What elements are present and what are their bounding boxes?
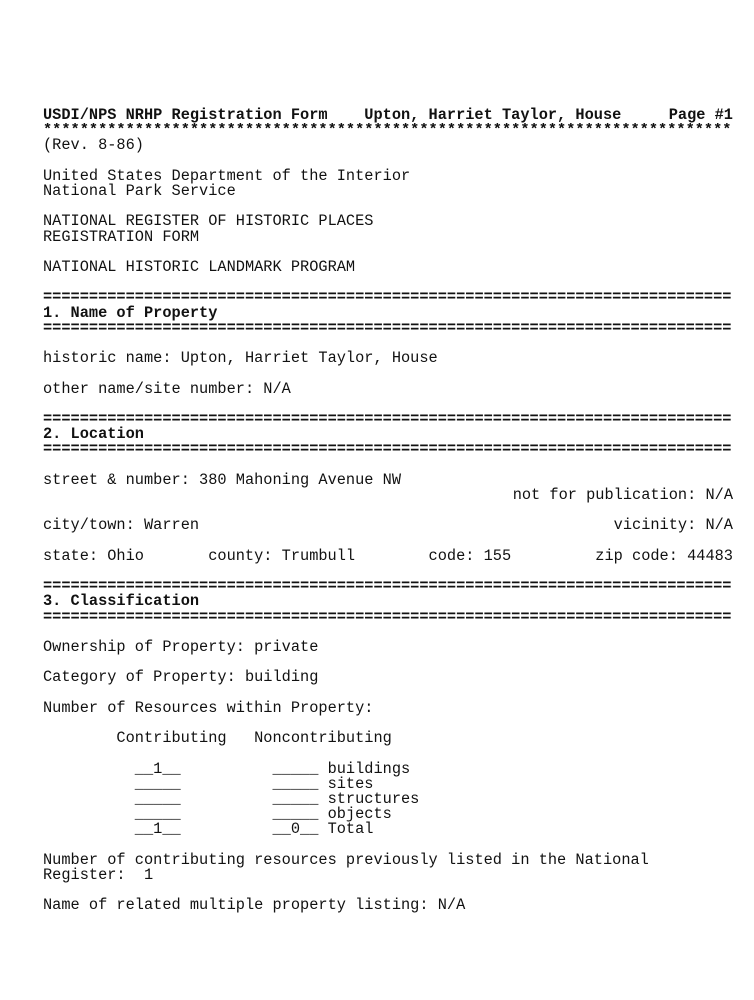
resource-type: buildings: [327, 759, 411, 778]
not-for-publication: not for publication: N/A: [512, 486, 733, 504]
resources-heading: Number of Resources within Property:: [43, 698, 374, 717]
contributing-count: _____: [134, 805, 181, 824]
divider: ===========================================================================: [43, 442, 732, 458]
revision: (Rev. 8-86): [43, 136, 144, 155]
historic-name: historic name: Upton, Harriet Taylor, House: [43, 349, 438, 368]
street-number: street & number: 380 Mahoning Avenue NW: [43, 470, 402, 489]
divider: ===========================================================================: [43, 290, 732, 306]
vicinity: vicinity: N/A: [613, 516, 733, 535]
form-title-1: NATIONAL REGISTER OF HISTORIC PLACES: [43, 212, 374, 231]
code: code: 155: [428, 546, 512, 565]
resource-type: sites: [327, 774, 374, 793]
noncontributing-count: _____: [272, 790, 319, 808]
star-rule: ***************************************************************************: [43, 123, 732, 139]
city-line: [43, 518, 733, 533]
form-title-2: REGISTRATION FORM: [43, 227, 200, 246]
resources-column-headers: [43, 731, 733, 746]
agency-line-1: United States Department of the Interior: [43, 166, 411, 185]
noncontributing-count: _____: [272, 805, 319, 824]
resource-type: objects: [327, 805, 392, 824]
ownership: Ownership of Property: private: [43, 638, 319, 656]
county: county: Trumbull: [208, 546, 356, 565]
noncontributing-header: Noncontributing: [254, 729, 392, 748]
city: city/town: Warren: [43, 516, 200, 535]
zip-code: zip code: 44483: [595, 546, 733, 565]
contributing-count: _____: [134, 790, 181, 808]
resource-total-row: [43, 822, 733, 837]
other-name: other name/site number: N/A: [43, 379, 291, 398]
form-name: USDI/NPS NRHP Registration Form: [43, 106, 328, 124]
total-label: Total: [327, 820, 374, 839]
noncontributing-total: __0__: [272, 820, 319, 839]
page-header: [43, 108, 733, 123]
category: Category of Property: building: [43, 668, 319, 687]
divider: ===========================================================================: [43, 412, 732, 428]
multiple-property-listing: Name of related multiple property listing: N/A: [43, 896, 466, 915]
noncontributing-count: _____: [272, 774, 319, 793]
property-name-header: Upton, Harriet Taylor, House: [364, 106, 622, 124]
page-number: Page #1: [668, 106, 733, 124]
divider: ===========================================================================: [43, 320, 732, 336]
program-name: NATIONAL HISTORIC LANDMARK PROGRAM: [43, 258, 356, 276]
agency-line-2: National Park Service: [43, 182, 236, 200]
divider: ===========================================================================: [43, 579, 732, 595]
divider: ===========================================================================: [43, 609, 732, 625]
section-2-title: 2. Location: [43, 425, 144, 444]
previously-listed-1: Number of contributing resources previously listed in the National: [43, 850, 649, 869]
state-line: [43, 546, 733, 565]
contributing-header: Contributing: [116, 729, 227, 748]
contributing-count: _____: [134, 774, 181, 793]
not-for-publication-line: [43, 488, 733, 503]
resource-type: structures: [327, 790, 420, 808]
contributing-total: __1__: [134, 820, 181, 839]
contributing-count: __1__: [134, 759, 181, 778]
noncontributing-count: _____: [272, 759, 319, 778]
previously-listed-2: Register: 1: [43, 866, 154, 884]
state: state: Ohio: [43, 546, 144, 565]
section-1-title: 1. Name of Property: [43, 303, 218, 322]
section-3-title: 3. Classification: [43, 592, 200, 611]
